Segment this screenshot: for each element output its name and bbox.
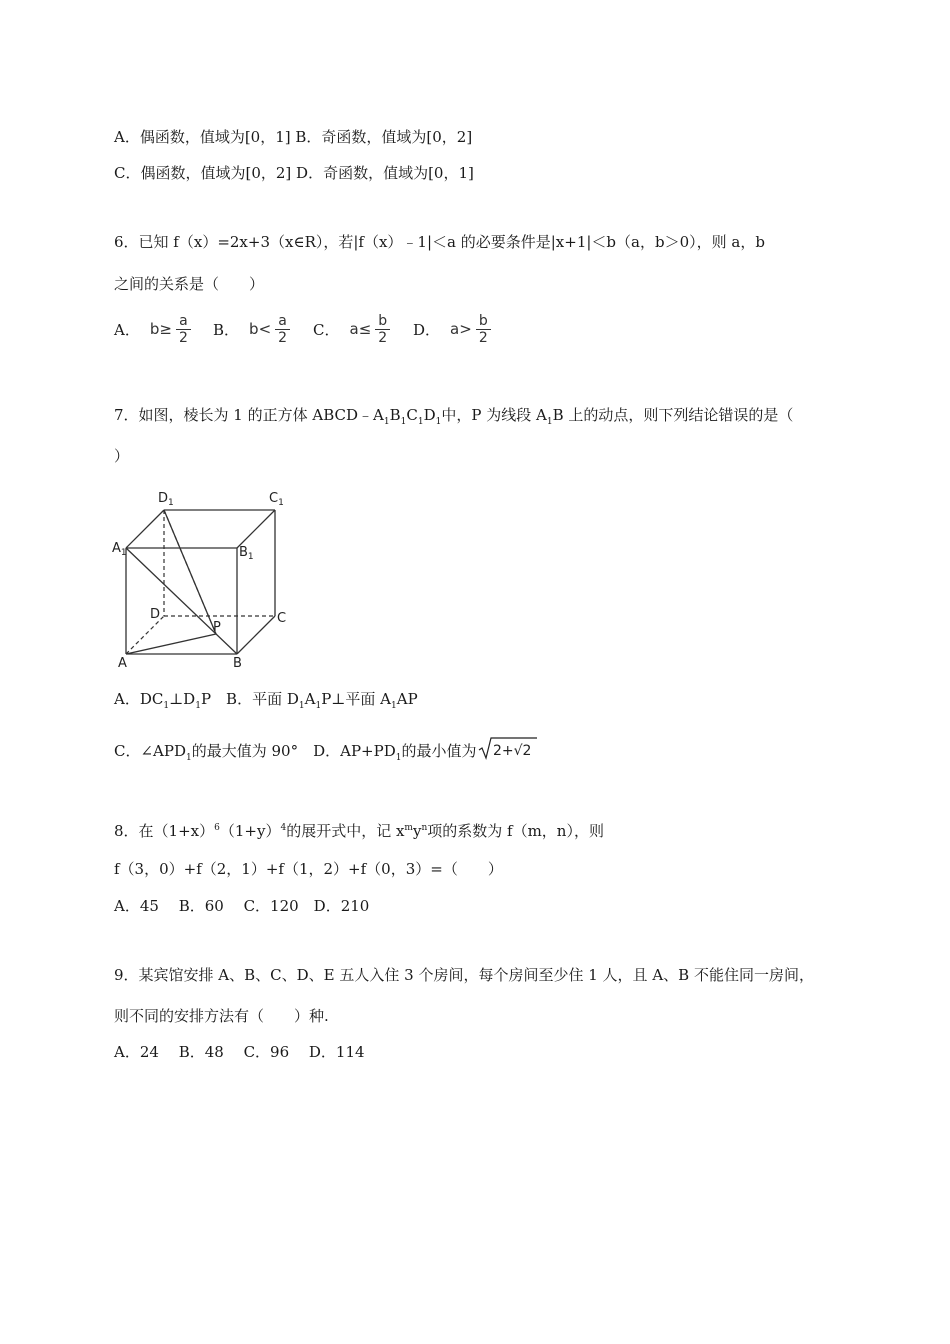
fraction-denominator: 2	[378, 329, 388, 346]
q8-text: 8．在（1+x）	[114, 822, 215, 840]
superscript: m	[404, 823, 413, 833]
q5-options-line-2: C．偶函数，值域为[0，2] D．奇函数，值域为[0，1]	[114, 164, 474, 182]
expr-lhs: a	[349, 320, 359, 338]
q7-options-line-2	[114, 736, 538, 768]
q6-option-d	[413, 306, 491, 352]
fraction-expression	[349, 313, 390, 346]
segment-a-p	[126, 634, 216, 654]
option-label: C．	[313, 320, 340, 339]
subscript: 1	[195, 701, 201, 711]
expr-operator: ≥	[159, 320, 172, 338]
fraction	[275, 313, 290, 346]
superscript: n	[421, 823, 428, 833]
subscript: 1	[435, 417, 442, 427]
q8-text: y	[412, 822, 422, 840]
q6-option-b	[213, 306, 290, 352]
q7-text: 中，P 为线段 A	[441, 406, 547, 424]
q8-text: （1+y）	[219, 822, 281, 840]
label-c: C	[277, 611, 287, 626]
fraction-denominator: 2	[178, 329, 188, 346]
q7-option-text: ⊥D	[169, 690, 196, 708]
q7-option-text: A．DC	[114, 690, 164, 708]
fraction	[176, 313, 191, 346]
q9-stem-line-1: 9．某宾馆安排 A、B、C、D、E 五人入住 3 个房间，每个房间至少住 1 人，且 A、B 不能住同一房间，	[114, 966, 814, 984]
cube-figure	[112, 484, 292, 674]
expr-lhs: a	[450, 320, 460, 338]
subscript: 1	[315, 701, 322, 711]
fraction-numerator: a	[275, 313, 290, 330]
fraction-numerator: b	[476, 313, 491, 330]
subscript: 1	[383, 417, 390, 427]
q7-text: 7．如图，棱长为 1 的正方体 ABCD﹣A	[114, 406, 384, 424]
fraction-denominator: 2	[278, 329, 288, 346]
subscript: 1	[417, 417, 424, 427]
label-c1: $C_1$	[269, 491, 284, 508]
label-d: D	[150, 607, 161, 622]
svg-text:2+√2: 2+√2	[493, 743, 532, 759]
fraction-expression	[150, 313, 191, 346]
subscript: 1	[298, 701, 305, 711]
label-b1: $B_1$	[239, 545, 254, 562]
label-a1: $A_1$	[112, 541, 127, 558]
q7-text: D	[423, 406, 436, 424]
option-label: A．	[114, 320, 140, 339]
expr-operator: <	[258, 320, 272, 338]
q8-text: 的展开式中，记 x	[286, 822, 405, 840]
label-p: P	[213, 620, 221, 635]
q7-option-text: A	[304, 690, 316, 708]
q8-options: A．45 B．60 C．120 D．210	[114, 897, 370, 915]
label-a: A	[118, 656, 127, 671]
fraction	[476, 313, 491, 346]
q6-option-a	[114, 306, 191, 352]
superscript: 4	[280, 823, 287, 833]
q7-option-text: 的最大值为 90° D．AP+PD	[191, 742, 396, 760]
edge-b1-c1	[237, 510, 275, 548]
q6-option-c	[313, 306, 390, 352]
expr-lhs: b	[249, 320, 259, 338]
option-label: B．	[213, 320, 240, 339]
q7-text: C	[406, 406, 418, 424]
label-b: B	[233, 656, 242, 671]
subscript: 1	[186, 753, 192, 763]
edge-a1-d1	[126, 510, 164, 548]
superscript: 6	[214, 823, 220, 833]
edge-b-c	[237, 616, 275, 654]
q9-options: A．24 B．48 C．96 D．114	[114, 1043, 365, 1061]
q6-stem-line-1: 6．已知 f（x）=2x+3（x∈R），若|f（x）﹣1|＜a 的必要条件是|x+1|＜b（a，b＞0），则 a，b	[114, 233, 765, 251]
fraction-expression	[450, 313, 491, 346]
fraction-denominator: 2	[478, 329, 488, 346]
fraction-numerator: b	[375, 313, 390, 330]
sqrt-expression	[478, 736, 538, 760]
expr-lhs: b	[149, 320, 160, 338]
expr-operator: >	[459, 320, 472, 338]
q8-text: 项的系数为 f（m，n），则	[427, 822, 604, 840]
q9-stem-line-2: 则不同的安排方法有（ ）种.	[114, 1007, 329, 1025]
q8-stem-line-2: f（3，0）+f（2，1）+f（1，2）+f（0，3）=（ ）	[114, 860, 503, 878]
subscript: 1	[391, 701, 397, 711]
q7-option-text: P B．平面 D	[200, 690, 299, 708]
q7-options-line-1	[114, 689, 418, 716]
option-label: D．	[413, 320, 441, 339]
fraction	[375, 313, 390, 346]
fraction-numerator: a	[176, 313, 191, 330]
q7-stem-line-2: ）	[114, 447, 130, 465]
subscript: 1	[395, 753, 402, 763]
q8-stem-line-1	[114, 818, 604, 841]
subscript: 1	[546, 417, 553, 427]
q6-stem-line-2: 之间的关系是（ ）	[114, 275, 265, 293]
q7-option-text: C．∠APD	[114, 742, 186, 760]
fraction-expression	[249, 313, 290, 346]
q7-option-text: P⊥平面 A	[321, 690, 391, 708]
expr-operator: ≤	[358, 320, 372, 338]
q7-text: B	[389, 406, 401, 424]
label-d1: $D_1$	[158, 491, 174, 508]
subscript: 1	[163, 701, 170, 711]
q7-stem-line-1	[114, 405, 793, 432]
q7-text: B 上的动点，则下列结论错误的是（	[552, 406, 794, 424]
q7-option-text: AP	[396, 690, 418, 708]
q7-option-text: 的最小值为	[401, 742, 477, 760]
subscript: 1	[400, 417, 407, 427]
q5-options-line-1: A．偶函数，值域为[0，1] B．奇函数，值域为[0，2]	[114, 128, 473, 146]
